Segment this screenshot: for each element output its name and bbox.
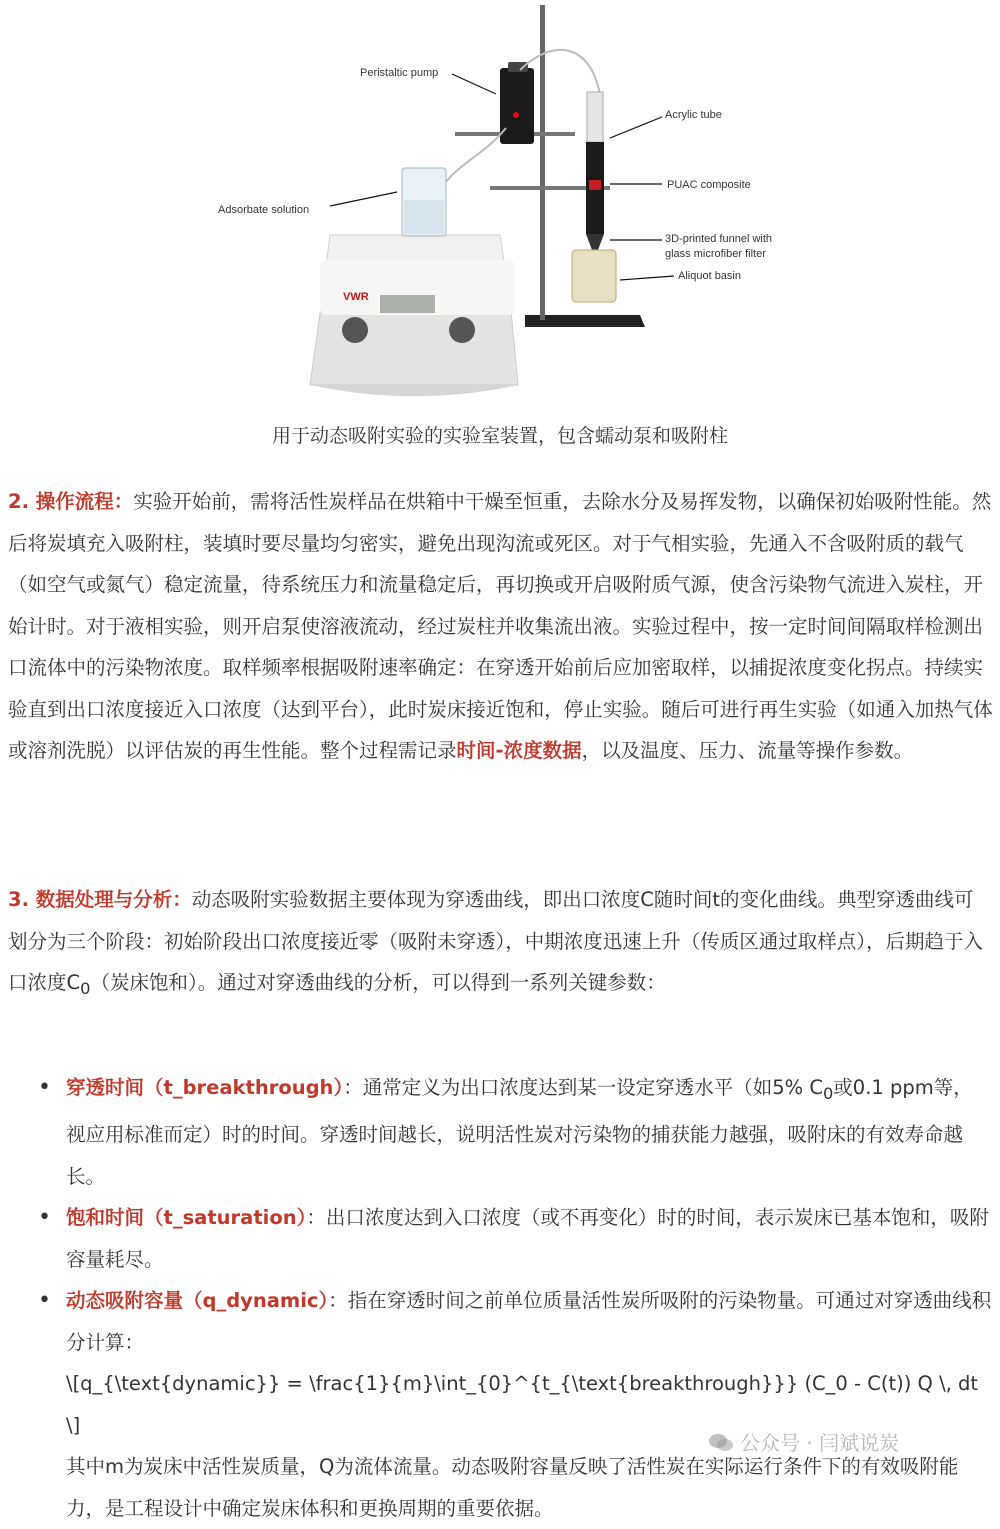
label-acrylic-tube: Acrylic tube [665,109,722,121]
watermark-text: 公众号 · 闫斌说炭 [740,1431,900,1455]
label-peristaltic-pump: Peristaltic pump [360,67,439,79]
section3-heading: 3. 数据处理与分析： [8,888,192,911]
breakthrough-text-a: ：通常定义为出口浓度达到某一设定穿透水平（如5% C [343,1076,823,1099]
funnel [586,234,604,250]
figure-caption: 用于动态吸附实验的实验室装置，包含蠕动泵和吸附柱 [271,425,728,447]
watermark [708,1428,978,1458]
section2-text-a: 实验开始前，需将活性炭样品在烘箱中干燥至恒重，去除水分及易挥发物，以确保初始吸附性能。然后将炭填充入吸附柱，装填时要尽量均匀密实，避免出现沟流或死区。对于气相实验，先通入不含吸附质的载气（如空气或氮气）稳定流量，待系统压力和流量稳定后，再切换或开启吸附质气源，使含污染物气流进入炭柱，开始计时。对于液相实验，则开启泵使溶液流动，经过炭柱并收集流出液。实验过程中，按一定时间间隔取样检测出口流体中的污染物浓度。取样频率根据吸附速率确定：在穿透开始前后应加密取样，以捕捉浓度变化拐点。持续实验直到出口浓度接近入口浓度（达到平台），此时炭床接近饱和，停止实验。随后可进行再生实验（如通入加热气体或溶剂洗脱）以评估炭的再生性能。整个过程需记录 [8,490,993,762]
section3-text-a: 动态吸附实验数据主要体现为穿透曲线，即出口浓度C随时间t的变化曲线。典型穿透曲线可划分为三个阶段：初始阶段出口浓度接近零（吸附未穿透），中期浓度迅速上升（传质区通过取样点），后期趋于入口浓度C [8,888,984,994]
pump-indicator-light [513,112,519,118]
label-funnel-line2: glass microfiber filter [665,248,766,260]
acrylic-tube [587,92,603,142]
breakthrough-text-b: 或0.1 ppm等，视应用标准而定）时的时间。穿透时间越长，说明活性炭对污染物的捕获能力越强，吸附床的有效寿命越长。 [66,1076,973,1188]
section2-heading: 2. 操作流程： [8,490,134,513]
dynamic-capacity-formula: \[q_{\text{dynamic}} = \frac{1}{m}\int_{0}^{t_{\text{breakthrough}}} (C_0 - C(t)) Q \, dt\] [66,1372,979,1437]
section-data-analysis [8,879,993,1009]
label-adsorbate-solution: Adsorbate solution [218,204,310,216]
section3-text-b: （炭床饱和）。通过对穿透曲线的分析，可以得到一系列关键参数： [90,971,666,994]
stirrer-knob-right [449,317,475,343]
list-item-saturation-time [0,1197,1000,1280]
apparatus-figure [200,0,800,410]
label-puac-composite: PUAC composite [667,179,751,191]
peristaltic-pump [500,68,534,144]
term-dynamic-capacity: 动态吸附容量（q_dynamic） [66,1289,329,1313]
list-item-dynamic-capacity [0,1280,1000,1529]
label-funnel-line1: 3D-printed funnel with [665,233,773,245]
section3-subscript: 0 [80,978,91,998]
label-aliquot-basin: Aliquot basin [678,270,741,282]
wechat-icon [708,1433,734,1453]
section2-highlight: 时间-浓度数据 [456,739,582,762]
breakthrough-subscript: 0 [822,1083,834,1103]
dynamic-capacity-text-after: 其中m为炭床中活性炭质量，Q为流体流量。动态吸附容量反映了活性炭在实际运行条件下的有效吸附能力，是工程设计中确定炭床体积和更换周期的重要依据。 [66,1455,959,1520]
stirrer-display [380,295,435,313]
list-item-breakthrough-time [0,1067,1000,1197]
key-parameters-list [0,1067,1000,1529]
aliquot-basin [572,250,616,302]
stirrer-knob-left [342,317,368,343]
apparatus-illustration [200,0,800,410]
device-brand: VWR [343,291,369,303]
saturation-text: ：出口浓度达到入口浓度（或不再变化）时的时间，表示炭床已基本饱和，吸附容量耗尽。 [66,1206,989,1271]
section2-text-b: ，以及温度、压力、流量等操作参数。 [581,739,914,762]
section-operating-procedure [8,481,993,772]
term-breakthrough-time: 穿透时间（t_breakthrough） [66,1076,344,1099]
dynamic-capacity-text: ：指在穿透时间之前单位质量活性炭所吸附的污染物量。可通过对穿透曲线积分计算： [66,1289,992,1354]
term-saturation-time: 饱和时间（t_saturation） [66,1206,307,1230]
